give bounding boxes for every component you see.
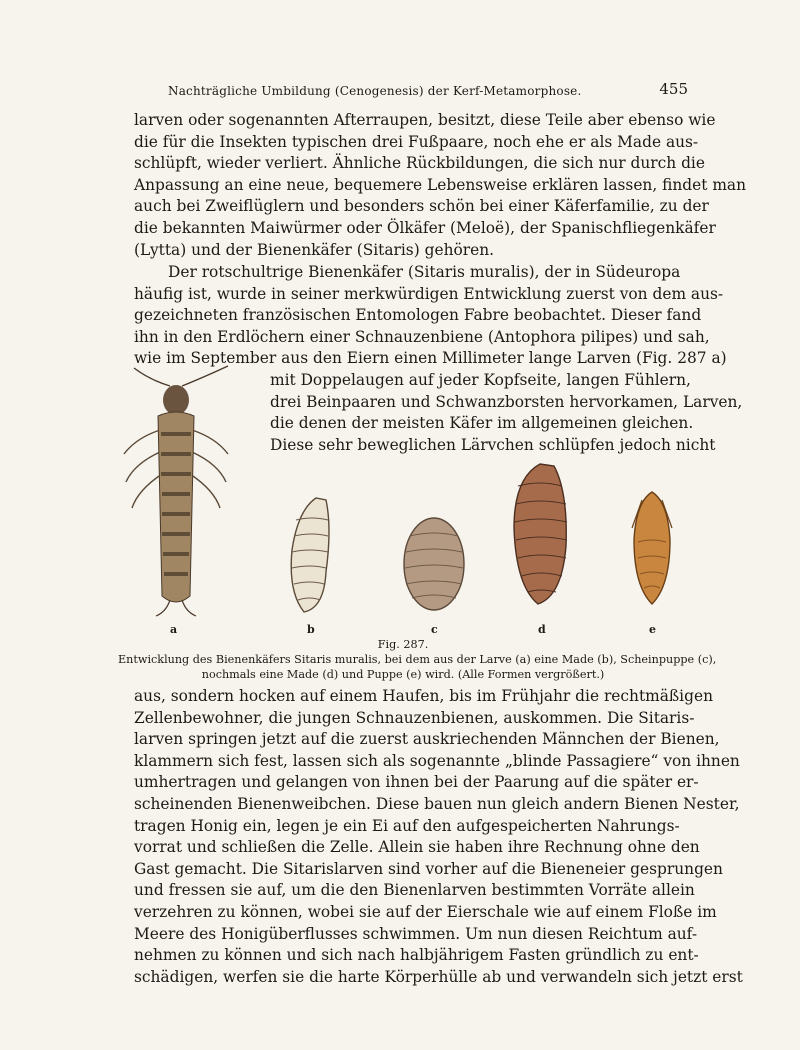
text-line: gezeichneten französischen Entomologen Fabre beobachtet. Dieser fand bbox=[134, 306, 702, 325]
text-line: tragen Honig ein, legen je ein Ei auf den aufgespeicherten Nahrungs- bbox=[134, 816, 680, 835]
maggot-d-illustration bbox=[514, 464, 567, 604]
text-line: nehmen zu können und sich nach halbjährigem Fasten gründlich zu ent- bbox=[134, 946, 699, 965]
figure-label-b: b bbox=[307, 623, 315, 636]
text-line: Diese sehr beweglichen Lärvchen schlüpfen jedoch nicht bbox=[270, 435, 716, 454]
text-line: drei Beinpaaren und Schwanzborsten hervorkamen, Larven, bbox=[270, 392, 743, 411]
paragraph-2 bbox=[134, 262, 727, 370]
text-line: die denen der meisten Käfer im allgemeinen gleichen. bbox=[270, 414, 694, 433]
text-line: larven springen jetzt auf die zuerst auskriechenden Männchen der Bienen, bbox=[134, 730, 720, 749]
figure-label-d: d bbox=[538, 623, 546, 636]
text-line: verzehren zu können, wobei sie auf der Eierschale wie auf einem Floße im bbox=[134, 902, 717, 921]
text-line: Zellenbewohner, die jungen Schnauzenbienen, auskommen. Die Sitaris- bbox=[134, 708, 695, 727]
larva-a-illustration bbox=[124, 366, 228, 616]
text-line: die für die Insekten typischen drei Fußpaare, noch ehe er als Made aus- bbox=[134, 132, 699, 151]
maggot-b-illustration bbox=[291, 498, 329, 612]
running-head: Nachträgliche Umbildung (Cenogenesis) der Kerf-Metamorphose. bbox=[168, 84, 582, 98]
page-header bbox=[168, 80, 688, 102]
text-line: wie im September aus den Eiern einen Millimeter lange Larven (Fig. 287 a) bbox=[134, 349, 727, 368]
text-line: ihn in den Erdlöchern einer Schnauzenbiene (Antophora pilipes) und sah, bbox=[134, 327, 710, 346]
paragraph-3 bbox=[134, 686, 743, 988]
text-line: die bekannten Maiwürmer oder Ölkäfer (Meloë), der Spanischfliegenkäfer bbox=[134, 218, 716, 237]
text-line: scheinenden Bienenweibchen. Diese bauen nun gleich andern Bienen Nester, bbox=[134, 794, 740, 813]
caption-line: Entwicklung des Bienenkäfers Sitaris muralis, bei dem aus der Larve (a) eine Made (b), Scheinpuppe (c), bbox=[118, 653, 717, 666]
paragraph-1 bbox=[134, 110, 747, 261]
text-line: schlüpft, wieder verliert. Ähnliche Rückbildungen, die sich nur durch die bbox=[134, 154, 705, 173]
text-line: (Lytta) und der Bienenkäfer (Sitaris) gehören. bbox=[134, 240, 495, 259]
caption-line: nochmals eine Made (d) und Puppe (e) wird. (Alle Formen vergrößert.) bbox=[201, 668, 605, 681]
text-line: vorrat und schließen die Zelle. Allein sie haben ihre Rechnung ohne den bbox=[134, 838, 700, 857]
text-line: Der rotschultrige Bienenkäfer (Sitaris muralis), der in Südeuropa bbox=[168, 263, 681, 281]
text-line: umhertragen und gelangen von ihnen bei der Paarung auf die später er- bbox=[134, 773, 699, 792]
text-line: klammern sich fest, lassen sich als sogenannte „blinde Passagiere“ von ihnen bbox=[134, 751, 740, 770]
text-line: Gast gemacht. Die Sitarislarven sind vorher auf die Bieneneier gesprungen bbox=[134, 859, 723, 878]
text-line: larven oder sogenannten Afterraupen, besitzt, diese Teile aber ebenso wie bbox=[134, 111, 716, 129]
text-line: Anpassung an eine neue, bequemere Lebensweise erklären lassen, findet man bbox=[134, 175, 747, 194]
text-line: auch bei Zweiflüglern und besonders schön bei einer Käferfamilie, zu der bbox=[134, 197, 709, 216]
figure-illustration bbox=[120, 360, 743, 640]
pupa-e-illustration bbox=[632, 492, 672, 604]
pseudopupa-c-illustration bbox=[404, 518, 464, 610]
text-line: Meere des Honigüberflusses schwimmen. Um nun diesen Reichtum auf- bbox=[134, 924, 698, 943]
figure-label-c: c bbox=[431, 623, 438, 636]
figure-287 bbox=[120, 360, 743, 640]
figure-label-a: a bbox=[170, 623, 178, 636]
text-line: mit Doppelaugen auf jeder Kopfseite, langen Fühlern, bbox=[270, 371, 691, 389]
text-line: häufig ist, wurde in seiner merkwürdigen Entwicklung zuerst von dem aus- bbox=[134, 284, 724, 303]
text-line: und fressen sie auf, um die den Bienenlarven bestimmten Vorräte allein bbox=[134, 881, 695, 900]
figure-number: Fig. 287. bbox=[377, 638, 429, 651]
figure-caption bbox=[118, 637, 717, 682]
text-line: aus, sondern hocken auf einem Haufen, bis im Frühjahr die rechtmäßigen bbox=[134, 687, 713, 705]
figure-label-e: e bbox=[649, 623, 656, 636]
page-number: 455 bbox=[659, 80, 688, 98]
text-line: schädigen, werfen sie die harte Körperhülle ab und verwandeln sich jetzt erst bbox=[134, 967, 743, 986]
